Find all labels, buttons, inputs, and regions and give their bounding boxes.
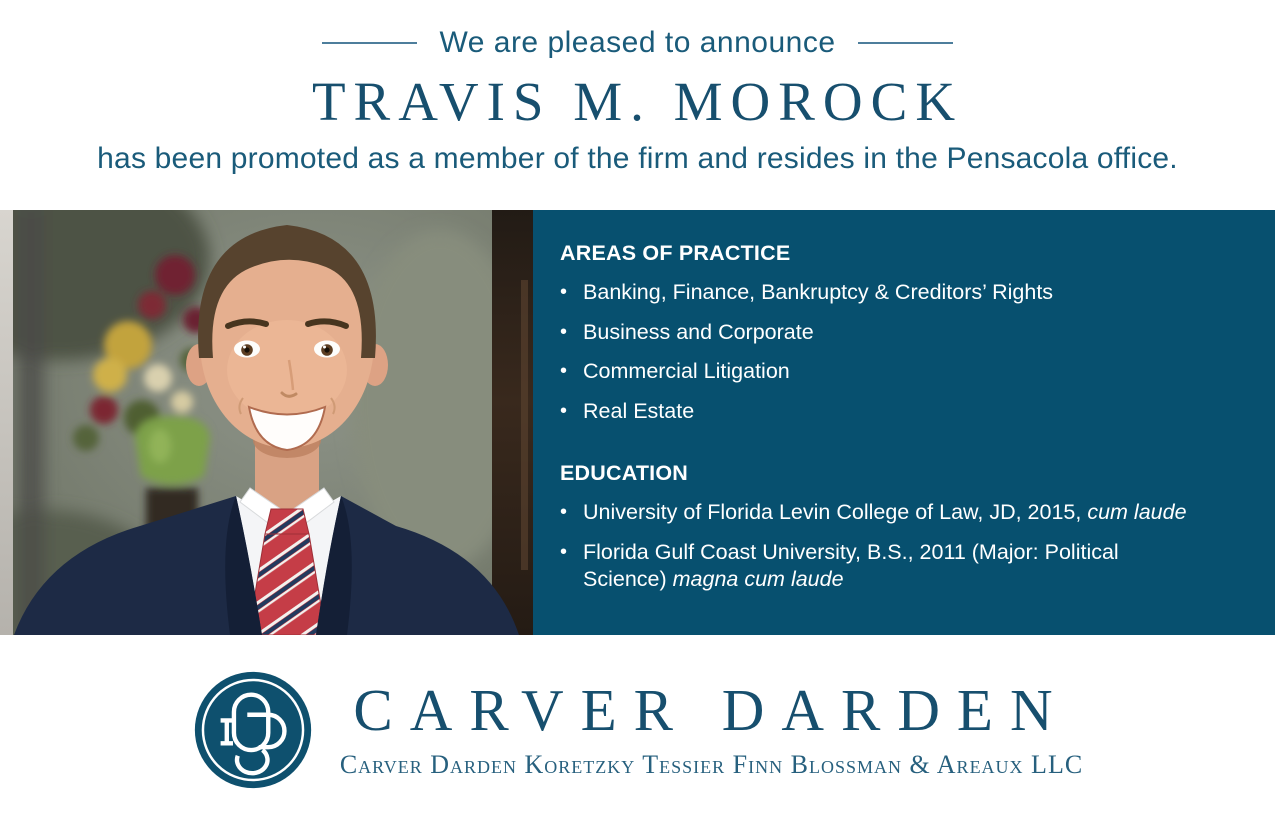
list-item (560, 279, 1190, 307)
section-areas-of-practice (560, 241, 1251, 425)
middle-band (0, 210, 1275, 635)
bullet-icon: • (560, 281, 568, 303)
promotion-subtitle: has been promoted as a member of the firm and resides in the Pensacola office. (97, 142, 1178, 175)
list-item-text: University of Florida Levin College of Law, JD, 2015, cum laude (583, 500, 1187, 525)
bullet-icon: • (560, 540, 568, 563)
list-item (560, 539, 1190, 594)
kicker-row (0, 26, 1275, 60)
list-item (560, 358, 1190, 386)
bullet-icon: • (560, 360, 568, 383)
section-heading-areas-of-practice: AREAS OF PRACTICE (560, 241, 791, 265)
bullet-icon: • (560, 399, 568, 422)
list-item (560, 499, 1190, 527)
left-wall-edge (0, 210, 13, 635)
list-item-text: Business and Corporate (583, 319, 814, 344)
firm-full-name: Carver Darden Koretzky Tessier Finn Blossman & Areaux LLC (339, 749, 1084, 779)
list-item (560, 319, 1190, 347)
section-list-education (560, 499, 1190, 594)
wordmark-block (339, 676, 1084, 780)
bullet-icon: • (560, 501, 568, 524)
list-item-text: Real Estate (583, 398, 695, 423)
announcement-header (0, 0, 1275, 210)
firm-footer (0, 635, 1275, 825)
list-item-text: Banking, Finance, Bankruptcy & Creditors’ Rights (583, 280, 1054, 304)
right-rule-divider (858, 42, 953, 44)
list-item-text: Commercial Litigation (583, 359, 790, 384)
kicker-text: We are pleased to announce (439, 26, 836, 59)
door-frame (492, 210, 533, 635)
list-item (560, 398, 1190, 426)
section-heading-education: EDUCATION (560, 461, 689, 486)
practice-education-panel (533, 210, 1275, 635)
firm-wordmark: CARVER DARDEN (353, 676, 1070, 743)
list-item-text: Florida Gulf Coast University, B.S., 2011 (Major: Political Science) magna cum laude (583, 539, 1119, 592)
bullet-icon: • (560, 320, 568, 343)
cd-monogram-icon (192, 669, 314, 791)
section-list-areas-of-practice (560, 279, 1190, 425)
portrait-photo (0, 210, 533, 635)
carver-darden-logo (192, 669, 314, 791)
green-vase (135, 416, 210, 485)
left-rule-divider (322, 42, 417, 44)
section-education (560, 461, 1251, 594)
tie-knot (265, 509, 309, 534)
portrait-illustration (0, 210, 533, 635)
attorney-name: TRAVIS M. MOROCK (311, 71, 964, 132)
